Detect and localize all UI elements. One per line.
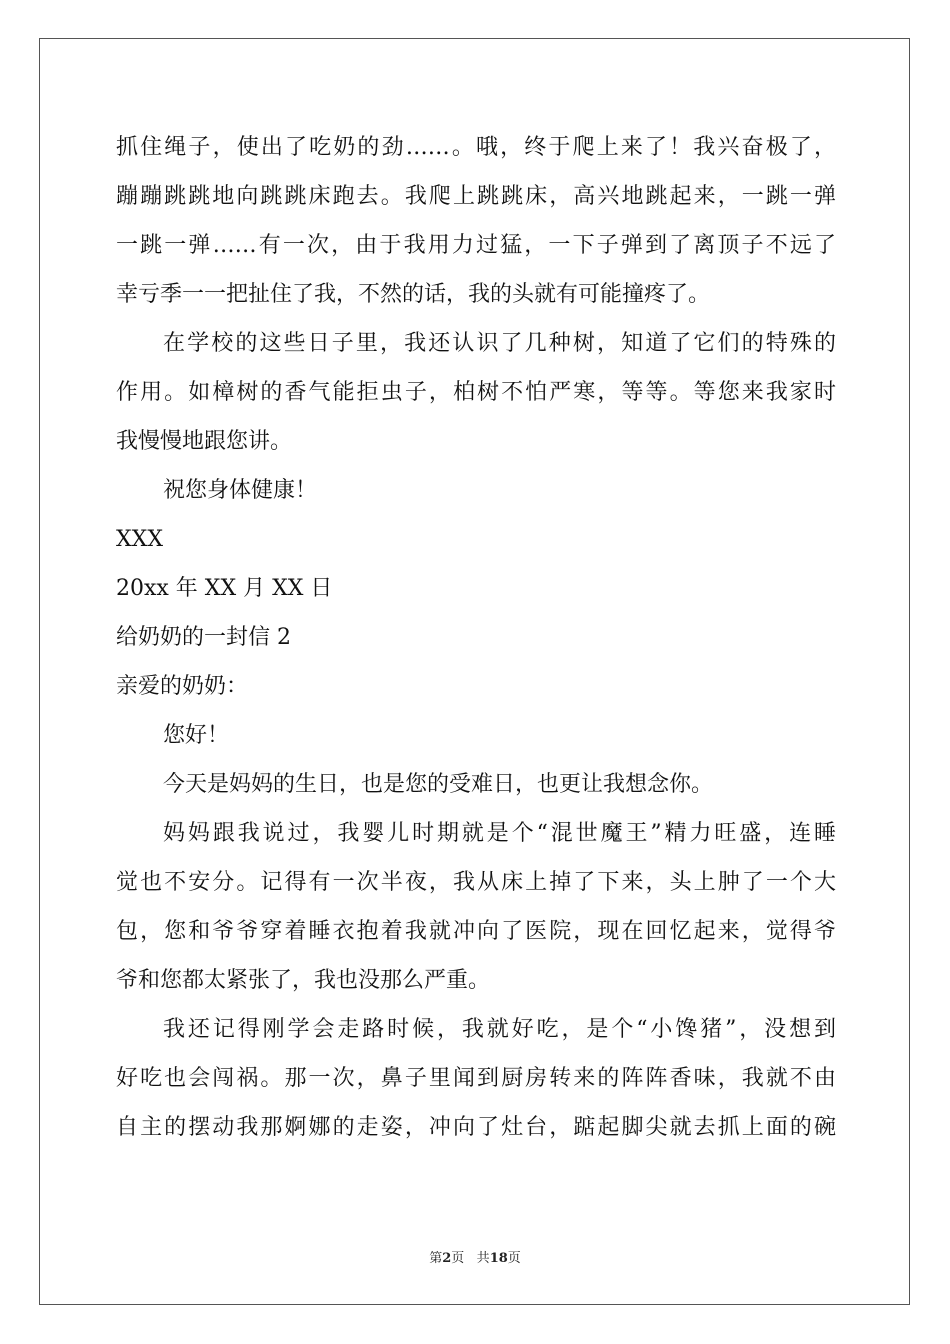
- text-line: 抓住绳子，使出了吃奶的劲……。哦，终于爬上来了！我兴奋极了，: [116, 135, 836, 160]
- signature: XXX: [116, 527, 163, 552]
- letter-date: 20xx 年 XX 月 XX 日: [116, 576, 333, 601]
- text-line: 一跳一弹……有一次，由于我用力过猛，一下子弹到了离顶子不远了: [116, 233, 836, 258]
- text-line: 我慢慢地跟您讲。: [116, 429, 293, 454]
- text-line: 今天是妈妈的生日，也是您的受难日，也更让我想念你。: [163, 772, 714, 797]
- text-line: 我还记得刚学会走路时候，我就好吃，是个“小馋猪”，没想到: [163, 1017, 836, 1042]
- letter-title: 给奶奶的一封信 2: [116, 625, 291, 650]
- page-footer: [0, 1247, 950, 1266]
- text-line: 在学校的这些日子里，我还认识了几种树，知道了它们的特殊的: [163, 331, 836, 356]
- total-prefix: 共: [476, 1251, 490, 1266]
- text-line: 幸亏季一一把扯住了我，不然的话，我的头就有可能撞疼了。: [116, 282, 711, 307]
- text-line: 蹦蹦跳跳地向跳跳床跑去。我爬上跳跳床，高兴地跳起来，一跳一弹: [116, 184, 836, 209]
- greeting: 您好！: [163, 723, 230, 748]
- total-suffix: 页: [507, 1251, 521, 1266]
- text-line: 妈妈跟我说过，我婴儿时期就是个“混世魔王”精力旺盛，连睡: [163, 821, 836, 846]
- text-line: 觉也不安分。记得有一次半夜，我从床上掉了下来，头上肿了一个大: [116, 870, 836, 895]
- text-line: 好吃也会闯祸。那一次，鼻子里闻到厨房转来的阵阵香味，我就不由: [116, 1066, 836, 1091]
- page-prefix: 第: [429, 1251, 443, 1266]
- page-suffix: 页: [451, 1251, 465, 1266]
- text-line: 作用。如樟树的香气能拒虫子，柏树不怕严寒，等等。等您来我家时: [116, 380, 836, 405]
- salutation: 亲爱的奶奶：: [116, 674, 249, 699]
- page-number: 2: [442, 1251, 452, 1266]
- total-pages: 18: [489, 1251, 508, 1266]
- closing-wish: 祝您身体健康！: [163, 478, 318, 503]
- text-line: 自主的摆动我那婀娜的走姿，冲向了灶台，踮起脚尖就去抓上面的碗: [116, 1115, 836, 1140]
- text-line: 包，您和爷爷穿着睡衣抱着我就冲向了医院，现在回忆起来，觉得爷: [116, 919, 836, 944]
- text-line: 爷和您都太紧张了，我也没那么严重。: [116, 968, 491, 993]
- letter-body: [116, 123, 836, 1152]
